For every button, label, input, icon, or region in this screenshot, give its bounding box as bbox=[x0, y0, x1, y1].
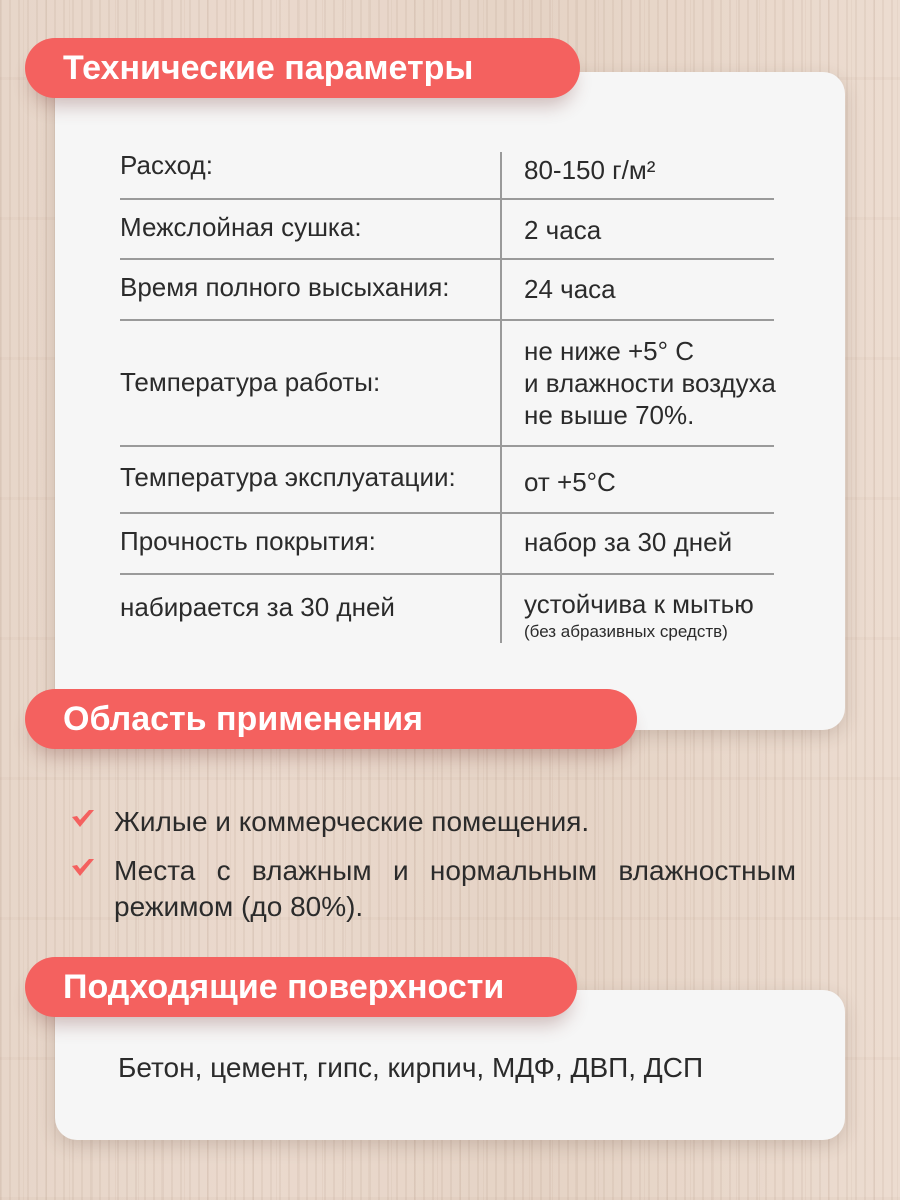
param-label-coating-strength: Прочность покрытия: bbox=[120, 526, 376, 556]
row-divider bbox=[120, 445, 774, 447]
param-value-service-temperature: от +5°C bbox=[524, 467, 616, 497]
param-value-line: не ниже +5° C bbox=[524, 336, 695, 366]
param-value-work-temperature bbox=[524, 335, 776, 431]
param-value-interlayer-drying: 2 часа bbox=[524, 215, 602, 245]
scope-item: Жилые и коммерческие помещения. bbox=[114, 806, 590, 837]
param-value-full-drying: 24 часа bbox=[524, 274, 616, 304]
check-icon bbox=[70, 808, 96, 830]
scope-section-title: Область применения bbox=[25, 689, 637, 749]
scope-item bbox=[114, 853, 796, 925]
param-label-full-drying: Время полного высыхания: bbox=[120, 272, 450, 302]
surfaces-section-title: Подходящие поверхности bbox=[25, 957, 577, 1017]
param-label-interlayer-drying: Межслойная сушка: bbox=[120, 212, 362, 242]
param-value-washable bbox=[524, 588, 754, 642]
param-value-coating-strength: набор за 30 дней bbox=[524, 527, 733, 557]
row-divider bbox=[120, 512, 774, 514]
param-value-line: и влажности воздуха bbox=[524, 368, 776, 398]
param-label-consumption: Расход: bbox=[120, 150, 213, 180]
param-label-service-temperature: Температура эксплуатации: bbox=[120, 462, 456, 492]
param-label-strength-gain: набирается за 30 дней bbox=[120, 592, 395, 622]
column-divider bbox=[500, 152, 502, 643]
params-section-title: Технические параметры bbox=[25, 38, 580, 98]
check-icon bbox=[70, 857, 96, 879]
param-value-washable-text: устойчива к мытью bbox=[524, 589, 754, 619]
param-value-washable-note: (без абразивных средств) bbox=[524, 622, 728, 641]
row-divider bbox=[120, 198, 774, 200]
row-divider bbox=[120, 319, 774, 321]
scope-item-line: Места с влажным и нормальным влажностным bbox=[114, 855, 796, 886]
scope-item-line: режимом (до 80%). bbox=[114, 891, 364, 922]
param-value-consumption: 80-150 г/м² bbox=[524, 155, 656, 185]
param-value-line: не выше 70%. bbox=[524, 400, 695, 430]
row-divider bbox=[120, 573, 774, 575]
param-label-work-temperature: Температура работы: bbox=[120, 367, 381, 397]
row-divider bbox=[120, 258, 774, 260]
surfaces-list: Бетон, цемент, гипс, кирпич, МДФ, ДВП, ДСП bbox=[118, 1052, 704, 1083]
